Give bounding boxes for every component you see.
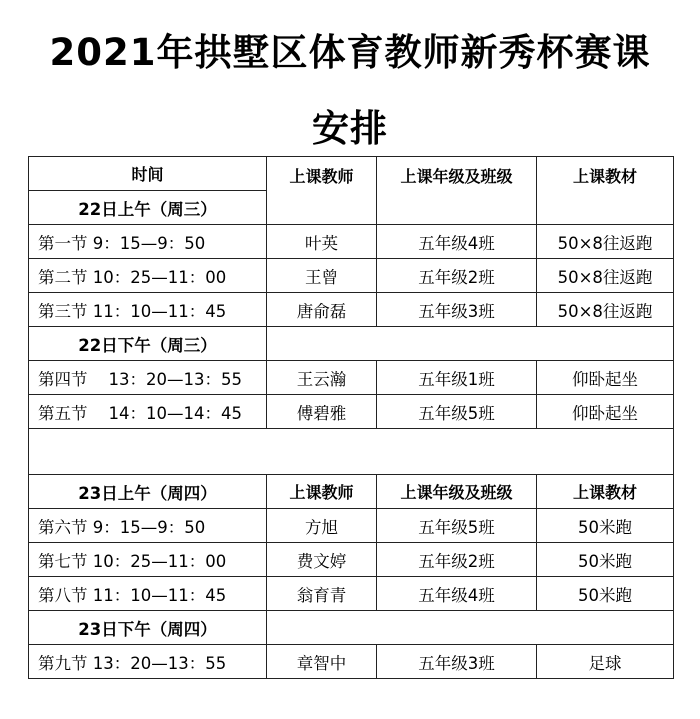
- table-row: [29, 543, 674, 577]
- section-22-morning: 22日上午（周三）: [29, 191, 267, 225]
- cell-class: 五年级4班: [377, 225, 537, 259]
- header-teacher: 上课教师: [267, 157, 377, 225]
- header-material: 上课教材: [537, 157, 674, 225]
- cell-time: 第五节 14：10—14：45: [29, 395, 267, 429]
- cell-time: 第一节 9：15—9：50: [29, 225, 267, 259]
- cell-time: 第四节 13：20—13：55: [29, 361, 267, 395]
- cell-class: 五年级2班: [377, 543, 537, 577]
- cell-teacher: 方旭: [267, 509, 377, 543]
- cell-teacher: 章智中: [267, 645, 377, 679]
- header-teacher: 上课教师: [267, 475, 377, 509]
- cell-teacher: 费文婷: [267, 543, 377, 577]
- cell-class: 五年级5班: [377, 395, 537, 429]
- table-row: [29, 259, 674, 293]
- cell-teacher: 傅碧雅: [267, 395, 377, 429]
- section-23-afternoon: 23日下午（周四）: [29, 611, 267, 645]
- section-row: [29, 611, 674, 645]
- table-row: [29, 645, 674, 679]
- cell-class: 五年级1班: [377, 361, 537, 395]
- page-title-continued: 安排: [312, 107, 388, 150]
- cell-time: 第七节 10：25—11：00: [29, 543, 267, 577]
- blank-row: [29, 429, 674, 475]
- cell-material: 50×8往返跑: [537, 293, 674, 327]
- header-time: 时间: [29, 157, 267, 191]
- header-grade-class: 上课年级及班级: [377, 475, 537, 509]
- table-row: [29, 577, 674, 611]
- cell-time: 第三节 11：10—11：45: [29, 293, 267, 327]
- cell-material: 50米跑: [537, 509, 674, 543]
- cell-time: 第九节 13：20—13：55: [29, 645, 267, 679]
- cell-teacher: 翁育青: [267, 577, 377, 611]
- cell-teacher: 王云瀚: [267, 361, 377, 395]
- cell-material: 50×8往返跑: [537, 225, 674, 259]
- cell-class: 五年级3班: [377, 293, 537, 327]
- table-row: [29, 225, 674, 259]
- section-23-morning: 23日上午（周四）: [29, 475, 267, 509]
- header-grade-class: 上课年级及班级: [377, 157, 537, 225]
- table-row: [29, 361, 674, 395]
- table-header-row: [29, 157, 674, 191]
- cell-class: 五年级2班: [377, 259, 537, 293]
- cell-material: 仰卧起坐: [537, 361, 674, 395]
- cell-material: 50米跑: [537, 577, 674, 611]
- cell-material: 仰卧起坐: [537, 395, 674, 429]
- cell-material: 50×8往返跑: [537, 259, 674, 293]
- cell-class: 五年级4班: [377, 577, 537, 611]
- table-header-row: [29, 475, 674, 509]
- cell-teacher: 唐俞磊: [267, 293, 377, 327]
- section-row: [29, 327, 674, 361]
- cell-class: 五年级3班: [377, 645, 537, 679]
- section-22-afternoon: 22日下午（周三）: [29, 327, 267, 361]
- cell-teacher: 叶英: [267, 225, 377, 259]
- header-material: 上课教材: [537, 475, 674, 509]
- cell-material: 足球: [537, 645, 674, 679]
- section-spacer: [267, 611, 674, 645]
- blank-cell: [29, 429, 674, 475]
- table-row: [29, 293, 674, 327]
- cell-material: 50米跑: [537, 543, 674, 577]
- table-row: [29, 509, 674, 543]
- cell-time: 第二节 10：25—11：00: [29, 259, 267, 293]
- page-title: 2021年拱墅区体育教师新秀杯赛课: [49, 31, 651, 74]
- table-row: [29, 395, 674, 429]
- section-spacer: [267, 327, 674, 361]
- schedule-table: [28, 156, 674, 679]
- cell-time: 第八节 11：10—11：45: [29, 577, 267, 611]
- cell-time: 第六节 9：15—9：50: [29, 509, 267, 543]
- cell-class: 五年级5班: [377, 509, 537, 543]
- cell-teacher: 王曾: [267, 259, 377, 293]
